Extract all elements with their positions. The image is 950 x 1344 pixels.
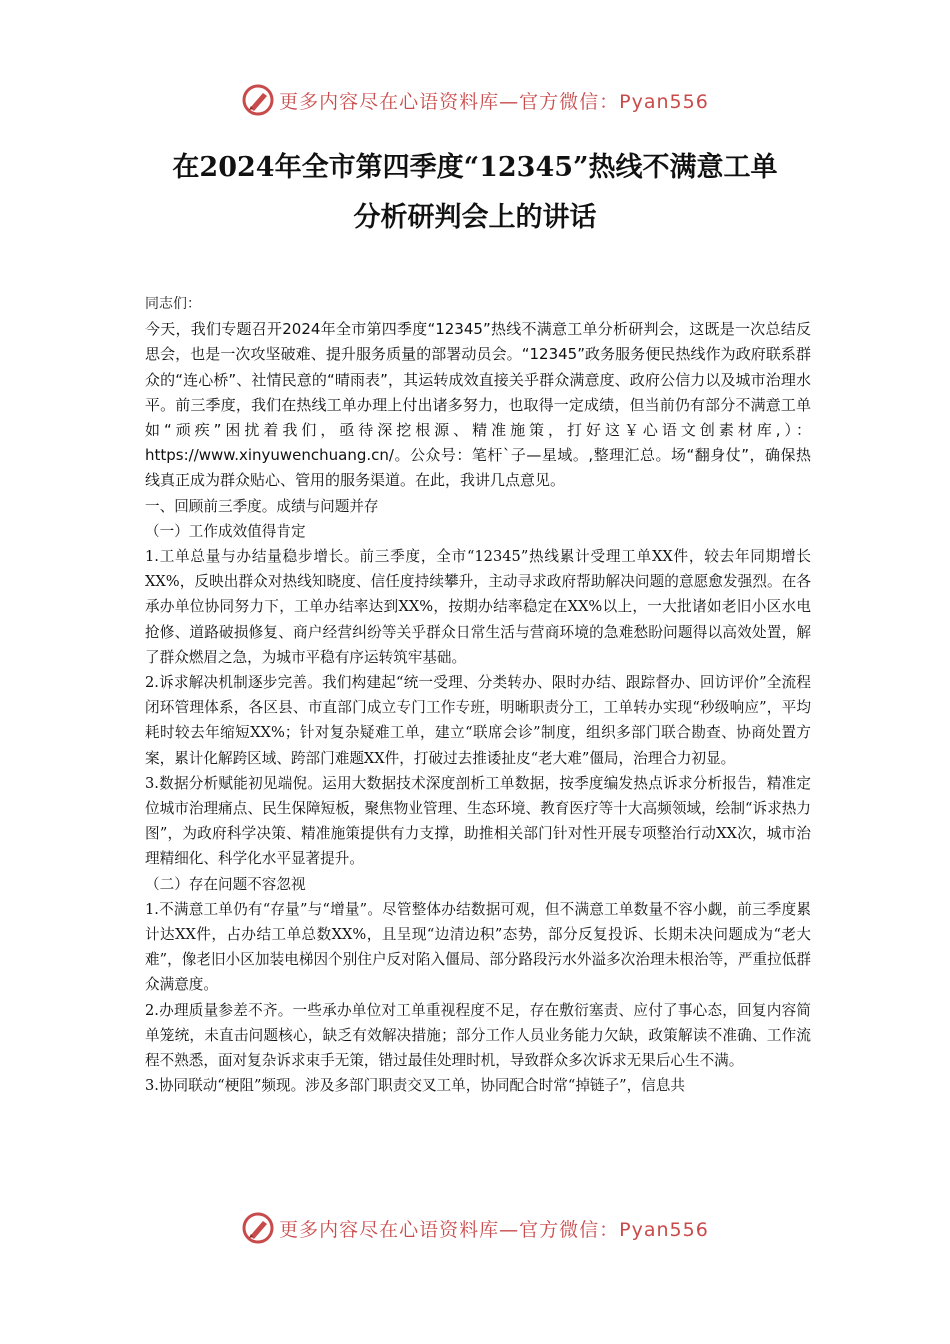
paragraph-problem-2: 2.办理质量参差不齐。一些承办单位对工单重视程度不足，存在敷衍塞责、应付了事心态，回复内容简单笼统，未直击问题核心，缺乏有效解决措施；部分工作人员业务能力欠缺，政策解读不准确、工作流程不熟悉，面对复杂诉求束手无策，错过最佳处理时机，导致群众多次诉求无果后心生不满。	[145, 1001, 811, 1070]
paragraph-achievement-2: 2.诉求解决机制逐步完善。我们构建起“统一受理、分类转办、限时办结、跟踪督办、回访评价”全流程闭环管理体系，各区县、市直部门成立专门工作专班，明晰职责分工，工单转办实现“秒级响应”，平均耗时较去年缩短XX%；针对复杂疑难工单，建立“联席会诊”制度，组织多部门联合勘查、协商处置方案，累计化解跨区域、跨部门难题XX件，打破过去推诿扯皮“老大难”僵局，治理合力初显。	[145, 674, 811, 767]
doc-title-line-1: 在2024年全市第四季度“12345”热线不满意工单	[172, 152, 778, 183]
paragraph-problem-1: 1.不满意工单仍有“存量”与“增量”。尽管整体办结数据可观，但不满意工单数量不容小觑，前三季度累计达XX件，占办结工单总数XX%，且呈现“边清边积”态势，部分反复投诉、长期未决问题成为“老大难”，像老旧小区加装电梯因个别住户反对陷入僵局、部分路段污水外溢多次治理未根治等，严重拉低群众满意度。	[145, 900, 811, 994]
pen-logo-icon	[241, 83, 275, 117]
paragraph-problem-3: 3.协同联动“梗阻”频现。涉及多部门职责交叉工单，协同配合时常“掉链子”，信息共	[145, 1077, 685, 1095]
subsection-heading-2: （二）存在问题不容忽视	[145, 875, 306, 893]
pen-logo-icon	[241, 1211, 275, 1245]
doc-title-line-2: 分析研判会上的讲话	[353, 202, 597, 233]
subsection-heading-1: （一）工作成效值得肯定	[145, 522, 306, 540]
paragraph-achievement-1: 1.工单总量与办结量稳步增长。前三季度，全市“12345”热线累计受理工单XX件，较去年同期增长XX%，反映出群众对热线知晓度、信任度持续攀升，主动寻求政府帮助解决问题的意愿愈发强烈。在各承办单位协同努力下，工单办结率达到XX%，按期办结率稳定在XX%以上，一大批诸如老旧小区水电抢修、道路破损修复、商户经营纠纷等关乎群众日常生活与营商环境的急难愁盼问题得以高效处置，解了群众燃眉之急，为城市平稳有序运转筑牢基础。	[145, 548, 811, 666]
intro-paragraph: 今天，我们专题召开2024年全市第四季度“12345”热线不满意工单分析研判会，这既是一次总结反思会，也是一次攻坚破难、提升服务质量的部署动员会。“12345”政务服务便民热线作为政府联系群众的“连心桥”、社情民意的“晴雨表”，其运转成效直接关乎群众满意度、政府公信力以及城市治理水平。前三季度，我们在热线工单办理上付出诸多努力，也取得一定成绩，但当前仍有部分不满意工单如“顽疾”困扰着我们，亟待深挖根源、精准施策，打好这￥心语文创素材库,）：https://www.xinyuwenchuang.cn/。公众号：笔杆`子—星域。,整理汇总。场“翻身仗”，确保热线真正成为群众贴心、管用的服务渠道。在此，我讲几点意见。	[145, 320, 811, 490]
doc-body	[145, 292, 811, 1099]
paragraph-achievement-3: 3.数据分析赋能初见端倪。运用大数据技术深度剖析工单数据，按季度编发热点诉求分析报告，精准定位城市治理痛点、民生保障短板，聚焦物业管理、生态环境、教育医疗等十大高频领域，绘制“诉求热力图”，为政府科学决策、精准施策提供有力支撑，助推相关部门针对性开展专项整治行动XX次，城市治理精细化、科学化水平显著提升。	[145, 774, 811, 868]
banner-text: 更多内容尽在心语资料库—官方微信：Pyan556	[279, 1218, 709, 1241]
greeting: 同志们：	[145, 296, 201, 312]
header-watermark-banner	[0, 80, 950, 120]
banner-text: 更多内容尽在心语资料库—官方微信：Pyan556	[279, 90, 709, 113]
footer-watermark-banner	[0, 1208, 950, 1248]
section-heading-1: 一、回顾前三季度。成绩与问题并存	[145, 497, 379, 515]
